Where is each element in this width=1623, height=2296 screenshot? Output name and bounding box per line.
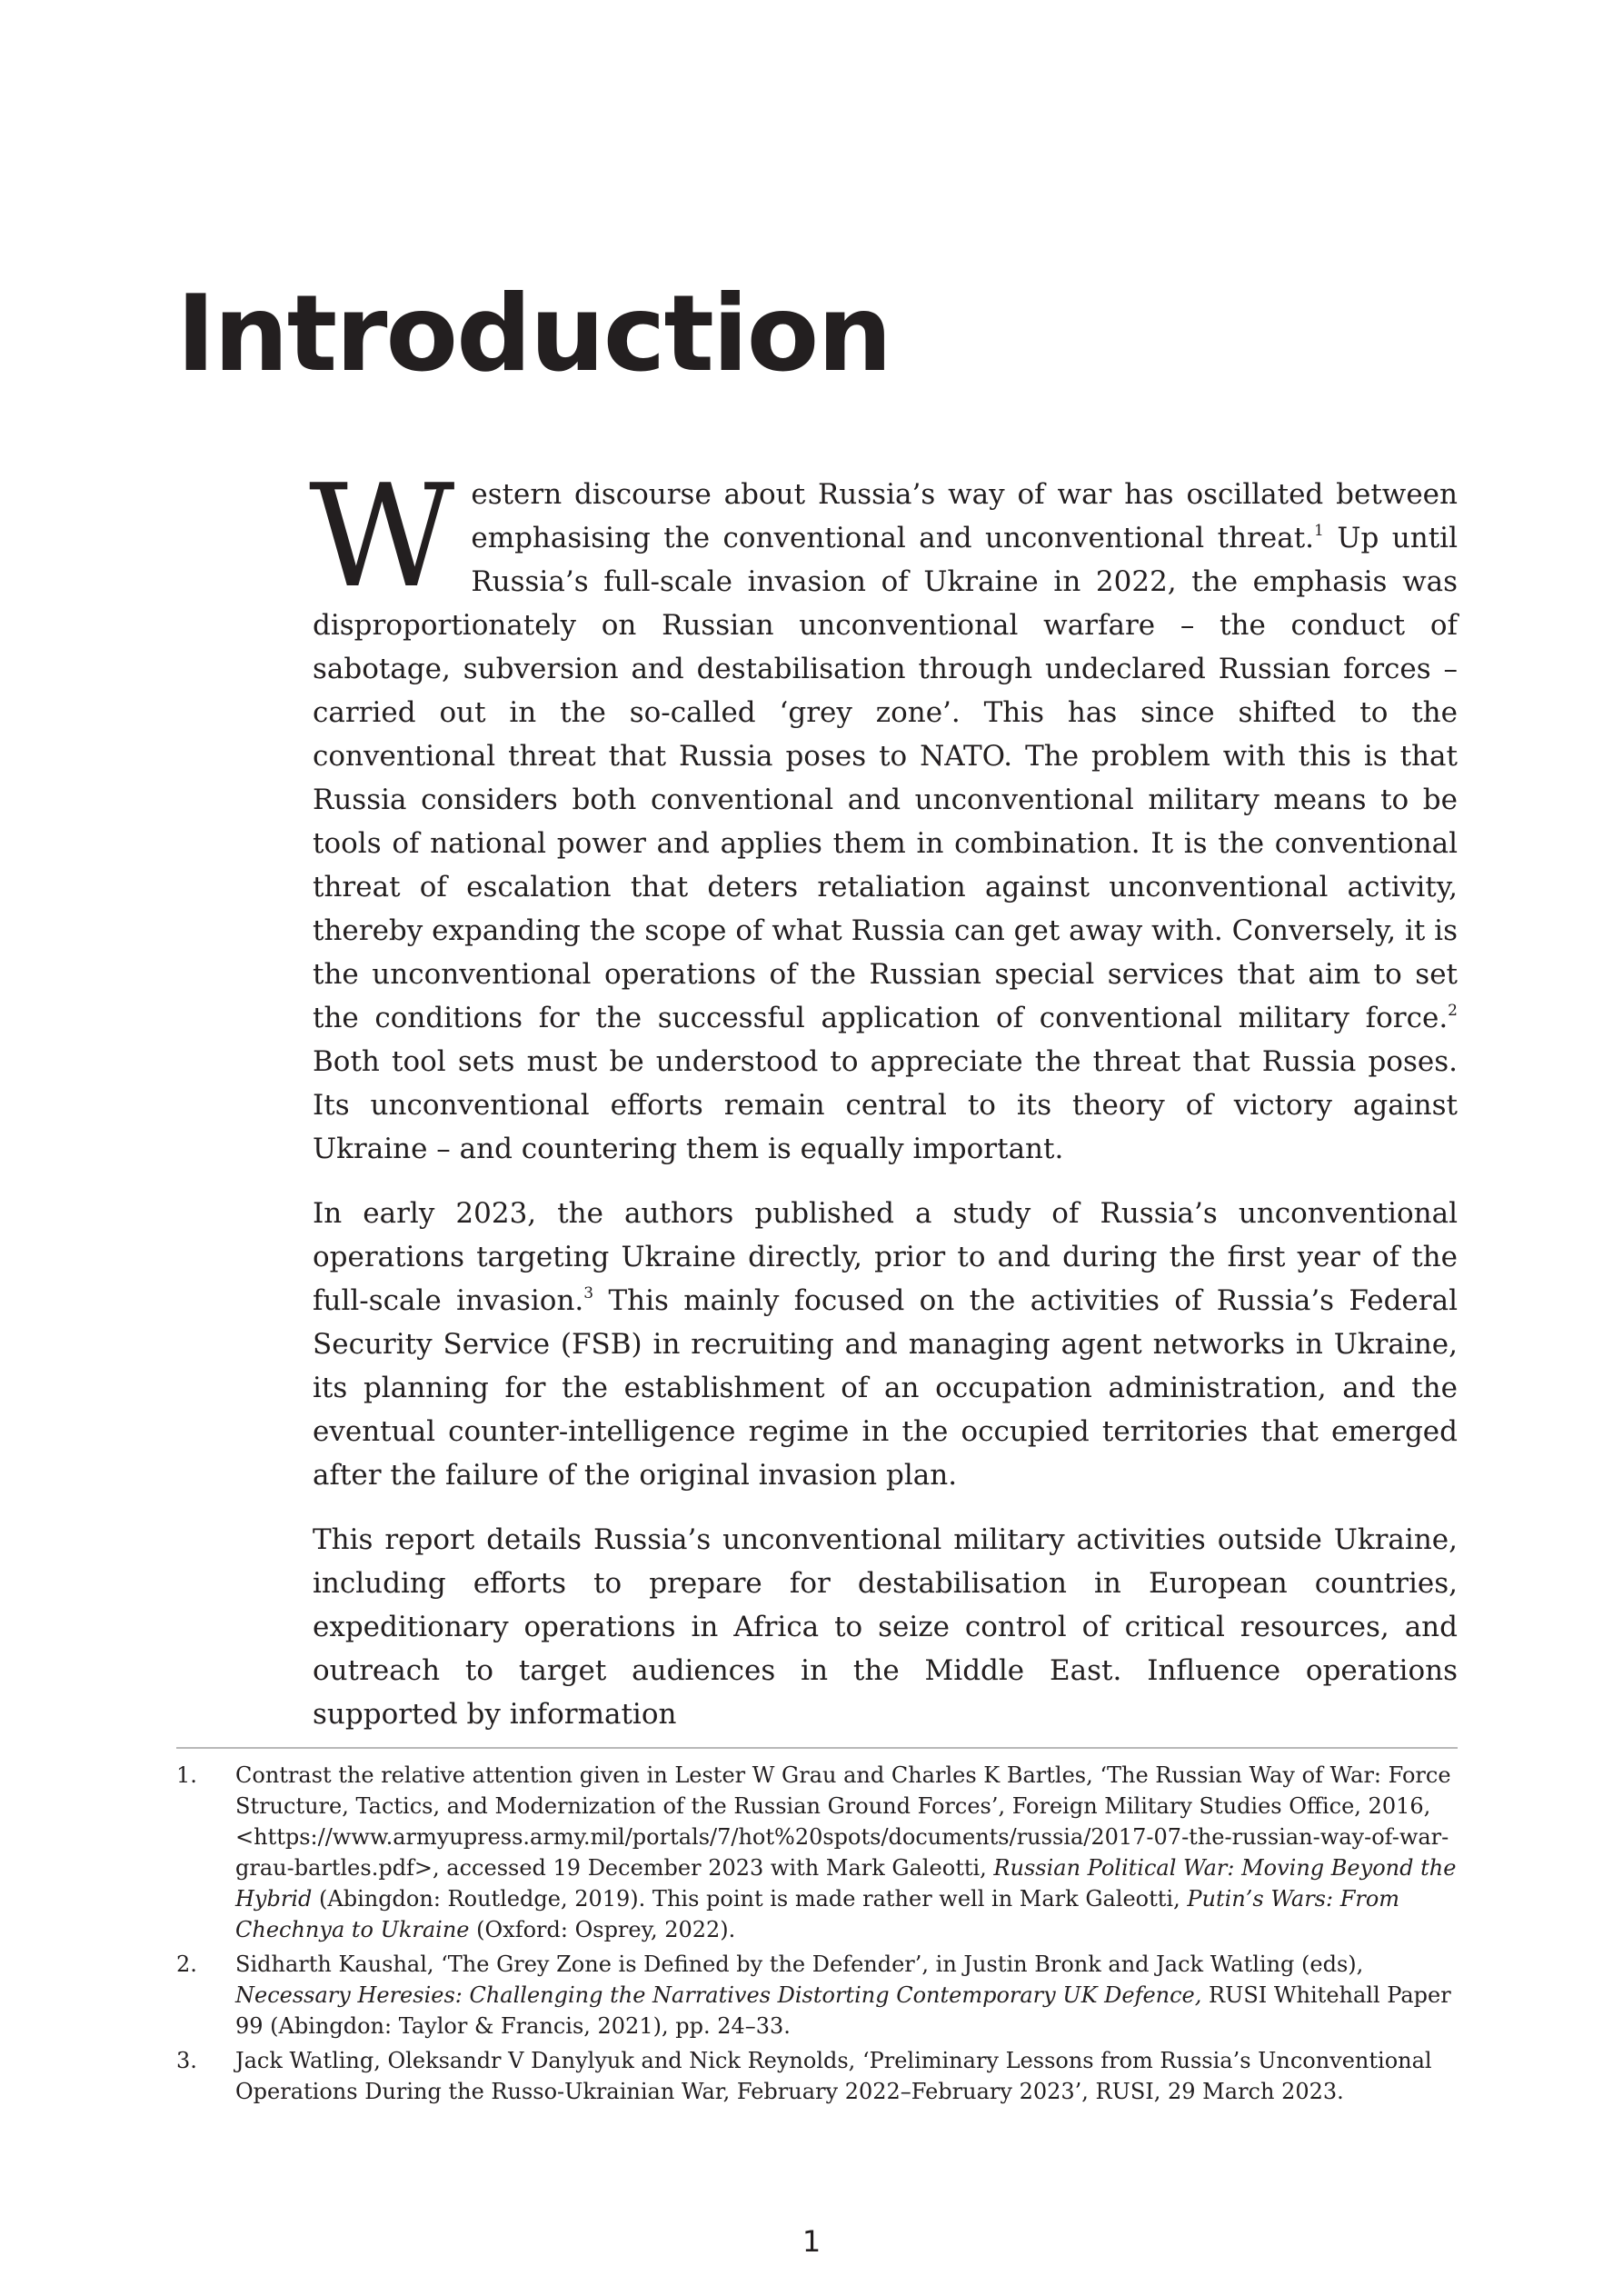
footnote-reference: 1 [1314,522,1324,540]
page-number: 1 [802,2224,821,2259]
text-run: Jack Watling, Oleksandr V Danylyuk and Nick Reynolds, ‘Preliminary Lessons from Russia’s Unconventional Operations During the Russo-Ukrainian War, February 2022–February 2023’, RUSI, 29 March 2023. [235,2048,1432,2104]
footnote [176,2045,1458,2107]
text-run: RUSI Whitehall Paper 99 (Abingdon: Taylor & Francis, 2021), pp. 24–33. [235,1982,1451,2039]
paragraph [313,1518,1458,1736]
text-run: Up until Russia’s full-scale invasion of Ukraine in 2022, the emphasis was disproportionately on Russian unconventional warfare – the conduct of sabotage, subversion and destabilisation through undeclared Russian forces – carried out in the so-called ‘grey zone’. This has since shifted to the conventional threat that Russia poses to NATO. The problem with this is that Russia considers both conventional and unconventional military means to be tools of national power and applies them in combination. It is the conventional threat of escalation that deters retaliation against unconventional activity, thereby expanding the scope of what Russia can get away with. Conversely, it is the unconventional operations of the Russian special services that aim to set the conditions for the successful application of conventional military force. [313,522,1458,1034]
text-run: This report details Russia’s unconventional military activities outside Ukraine, including efforts to prepare for destabilisation in European countries, expeditionary operations in Africa to seize control of critical resources, and outreach to target audiences in the Middle East. Influence operations supported by information [313,1523,1458,1731]
footnote-number: 2. [176,1952,197,1977]
text-run: (Oxford: Osprey, 2022). [469,1917,736,1942]
drop-cap: W [309,454,452,619]
footnotes [176,1760,1458,2111]
text-run: This mainly focused on the activities of Russia’s Federal Security Service (FSB) in recruiting and managing agent networks in Ukraine, its planning for the establishment of an occupation administration, and the eventual counter-intelligence regime in the occupied territories that emerged after the failure of the original invasion plan. [313,1284,1458,1492]
footnote-number: 1. [176,1762,197,1788]
text-run: Both tool sets must be understood to appreciate the threat that Russia poses. Its unconventional efforts remain central to its theory of victory against Ukraine – and countering them is equally important. [313,1045,1458,1165]
body-text [309,454,1458,1757]
paragraph [309,454,1458,1171]
italic-title: Putin’s Wars: From Chechnya to Ukraine [235,1886,1400,1942]
paragraph [313,1192,1458,1497]
footnote-text [235,1949,1458,2041]
footnote [176,1949,1458,2041]
footnote-text [235,1760,1458,1945]
footnote-number: 3. [176,2048,197,2073]
text-run: Contrast the relative attention given in Lester W Grau and Charles K Bartles, ‘The Russian Way of War: Force Structure, Tactics, and Modernization of the Russian Ground Forces’, Foreign Military Studies Office, 2016, <https://www.armyupress.army.mil/portals/7/hot%20spots/documents/russia/2017-07-the-russian-way-of-war-grau-bartles.pdf>, accessed 19 December 2023 with Mark Galeotti, [235,1762,1451,1881]
footnote [176,1760,1458,1945]
footnote-divider [176,1747,1458,1749]
footnote-reference: 3 [583,1284,594,1303]
footnote-reference: 2 [1448,1002,1458,1020]
text-run: estern discourse about Russia’s way of war has oscillated between emphasising the conventional and unconventional threat. [471,478,1458,554]
footnote-text [235,2045,1458,2107]
italic-title: Necessary Heresies: Challenging the Narratives Distorting Contemporary UK Defence, [235,1982,1202,2008]
text-run: (Abingdon: Routledge, 2019). This point is made rather well in Mark Galeotti, [312,1886,1188,1912]
text-run: In early 2023, the authors published a study of Russia’s unconventional operations targeting Ukraine directly, prior to and during the first year of the full-scale invasion. [313,1197,1458,1317]
text-run: Sidharth Kaushal, ‘The Grey Zone is Defined by the Defender’, in Justin Bronk and Jack Watling (eds), [235,1952,1364,1977]
page-title: Introduction [176,273,891,395]
italic-title: Russian Political War: Moving Beyond the Hybrid [235,1855,1457,1912]
